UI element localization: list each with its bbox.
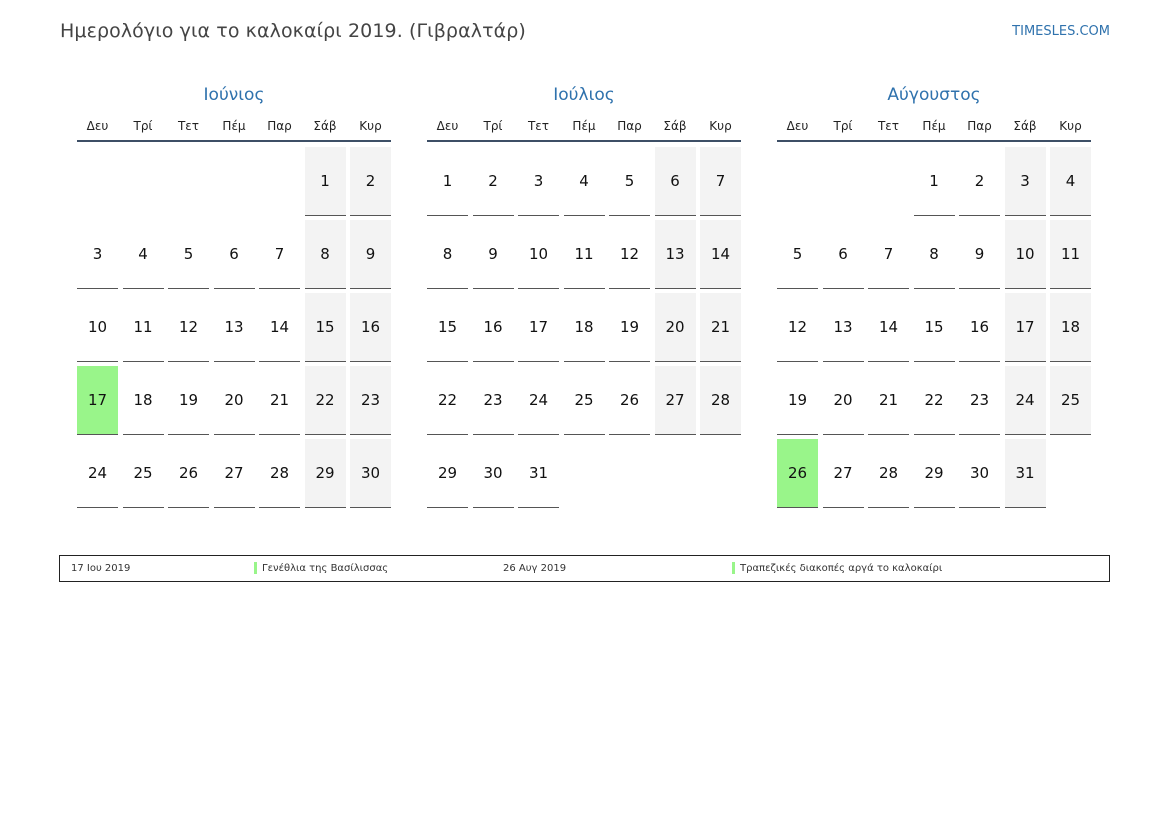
weekday-header (77, 108, 391, 142)
weekday-label: Παρ (617, 119, 642, 133)
day-cell: 19 (609, 293, 650, 362)
day-cell: 11 (1050, 220, 1091, 289)
day-cell: 23 (473, 366, 514, 435)
month-june (77, 82, 391, 508)
day-cell: 30 (350, 439, 391, 508)
day-cell: 23 (350, 366, 391, 435)
day-cell: 19 (168, 366, 209, 435)
legend-holiday-name: Γενέθλια της Βασίλισσας (262, 563, 389, 574)
legend-color-marker (732, 562, 735, 574)
day-cell: 19 (777, 366, 818, 435)
month-name: Ιούνιος (203, 85, 265, 105)
weekday-label: Παρ (967, 119, 992, 133)
day-cell: 30 (473, 439, 514, 508)
day-cell: 8 (914, 220, 955, 289)
day-cell: 15 (427, 293, 468, 362)
weekday-label: Σάβ (313, 119, 337, 133)
day-grid (427, 147, 741, 508)
day-cell: 5 (168, 220, 209, 289)
day-cell: 28 (259, 439, 300, 508)
day-cell: 29 (427, 439, 468, 508)
weekday-label: Πέμ (572, 119, 596, 133)
weekday-label: Δευ (786, 119, 809, 133)
empty-cell (214, 147, 255, 216)
day-cell: 10 (77, 293, 118, 362)
day-cell: 8 (427, 220, 468, 289)
day-cell: 21 (868, 366, 909, 435)
day-cell: 4 (1050, 147, 1091, 216)
day-cell: 15 (305, 293, 346, 362)
day-cell: 7 (259, 220, 300, 289)
day-cell: 10 (1005, 220, 1046, 289)
day-cell: 28 (868, 439, 909, 508)
day-cell: 14 (700, 220, 741, 289)
weekday-label: Κυρ (1059, 119, 1082, 133)
day-cell: 18 (1050, 293, 1091, 362)
weekday-label: Σάβ (1013, 119, 1037, 133)
day-cell: 6 (214, 220, 255, 289)
day-cell: 27 (214, 439, 255, 508)
weekday-label: Τετ (877, 119, 900, 133)
day-cell: 11 (564, 220, 605, 289)
day-grid (777, 147, 1091, 508)
weekday-label: Δευ (86, 119, 109, 133)
day-cell: 30 (959, 439, 1000, 508)
day-cell: 26 (609, 366, 650, 435)
day-cell: 25 (123, 439, 164, 508)
legend-date: 26 Αυγ 2019 (503, 563, 567, 574)
weekday-label: Κυρ (359, 119, 382, 133)
day-cell: 4 (564, 147, 605, 216)
day-cell: 12 (168, 293, 209, 362)
day-cell: 20 (655, 293, 696, 362)
day-cell: 24 (77, 439, 118, 508)
day-cell: 18 (123, 366, 164, 435)
day-cell: 23 (959, 366, 1000, 435)
weekday-label: Παρ (267, 119, 292, 133)
legend-date: 17 Ιου 2019 (71, 563, 131, 574)
day-cell: 16 (350, 293, 391, 362)
day-cell: 5 (777, 220, 818, 289)
day-cell: 22 (305, 366, 346, 435)
empty-cell (777, 147, 818, 216)
day-cell: 31 (518, 439, 559, 508)
day-cell: 29 (914, 439, 955, 508)
day-cell: 25 (564, 366, 605, 435)
day-cell: 31 (1005, 439, 1046, 508)
day-cell: 8 (305, 220, 346, 289)
day-cell: 24 (518, 366, 559, 435)
day-cell: 3 (77, 220, 118, 289)
day-cell: 2 (473, 147, 514, 216)
day-cell: 5 (609, 147, 650, 216)
day-cell: 17 (518, 293, 559, 362)
day-cell: 14 (259, 293, 300, 362)
day-cell: 28 (700, 366, 741, 435)
day-cell: 12 (777, 293, 818, 362)
day-cell: 22 (427, 366, 468, 435)
day-cell: 13 (823, 293, 864, 362)
day-cell: 1 (427, 147, 468, 216)
day-cell: 20 (823, 366, 864, 435)
day-cell: 2 (959, 147, 1000, 216)
month-name: Ιούλιος (553, 85, 615, 105)
day-cell: 9 (473, 220, 514, 289)
weekday-label: Τρί (483, 119, 503, 133)
day-cell: 20 (214, 366, 255, 435)
day-cell: 9 (350, 220, 391, 289)
weekday-label: Τετ (177, 119, 200, 133)
weekday-label: Σάβ (663, 119, 687, 133)
weekday-label: Κυρ (709, 119, 732, 133)
legend-holiday-name: Τραπεζικές διακοπές αργά το καλοκαίρι (740, 563, 943, 574)
month-august (777, 82, 1091, 508)
page-title: Ημερολόγιο για το καλοκαίρι 2019. (Γιβραλτάρ) (60, 20, 526, 42)
day-cell: 27 (823, 439, 864, 508)
holiday-day-cell: 26 (777, 439, 818, 508)
day-cell: 11 (123, 293, 164, 362)
day-cell: 12 (609, 220, 650, 289)
day-cell: 6 (655, 147, 696, 216)
day-cell: 16 (473, 293, 514, 362)
day-grid (77, 147, 391, 508)
day-cell: 17 (1005, 293, 1046, 362)
day-cell: 7 (700, 147, 741, 216)
day-cell: 26 (168, 439, 209, 508)
day-cell: 10 (518, 220, 559, 289)
legend-color-marker (254, 562, 257, 574)
month-name: Αύγουστος (887, 85, 981, 105)
day-cell: 16 (959, 293, 1000, 362)
empty-cell (868, 147, 909, 216)
day-cell: 15 (914, 293, 955, 362)
day-cell: 24 (1005, 366, 1046, 435)
day-cell: 1 (914, 147, 955, 216)
day-cell: 6 (823, 220, 864, 289)
empty-cell (259, 147, 300, 216)
weekday-label: Πέμ (222, 119, 246, 133)
holiday-legend (59, 555, 1110, 582)
weekday-header (427, 108, 741, 142)
day-cell: 7 (868, 220, 909, 289)
day-cell: 3 (1005, 147, 1046, 216)
weekday-label: Πέμ (922, 119, 946, 133)
day-cell: 21 (259, 366, 300, 435)
empty-cell (823, 147, 864, 216)
brand-link[interactable]: TIMESLES.COM (1012, 24, 1110, 39)
day-cell: 3 (518, 147, 559, 216)
day-cell: 22 (914, 366, 955, 435)
day-cell: 18 (564, 293, 605, 362)
day-cell: 27 (655, 366, 696, 435)
day-cell: 13 (214, 293, 255, 362)
day-cell: 29 (305, 439, 346, 508)
weekday-label: Τρί (833, 119, 853, 133)
day-cell: 1 (305, 147, 346, 216)
day-cell: 14 (868, 293, 909, 362)
day-cell: 13 (655, 220, 696, 289)
holiday-day-cell: 17 (77, 366, 118, 435)
month-july (427, 82, 741, 508)
day-cell: 4 (123, 220, 164, 289)
empty-cell (123, 147, 164, 216)
empty-cell (77, 147, 118, 216)
day-cell: 25 (1050, 366, 1091, 435)
weekday-label: Τρί (133, 119, 153, 133)
empty-cell (168, 147, 209, 216)
day-cell: 2 (350, 147, 391, 216)
weekday-label: Δευ (436, 119, 459, 133)
day-cell: 21 (700, 293, 741, 362)
weekday-label: Τετ (527, 119, 550, 133)
weekday-header (777, 108, 1091, 142)
day-cell: 9 (959, 220, 1000, 289)
